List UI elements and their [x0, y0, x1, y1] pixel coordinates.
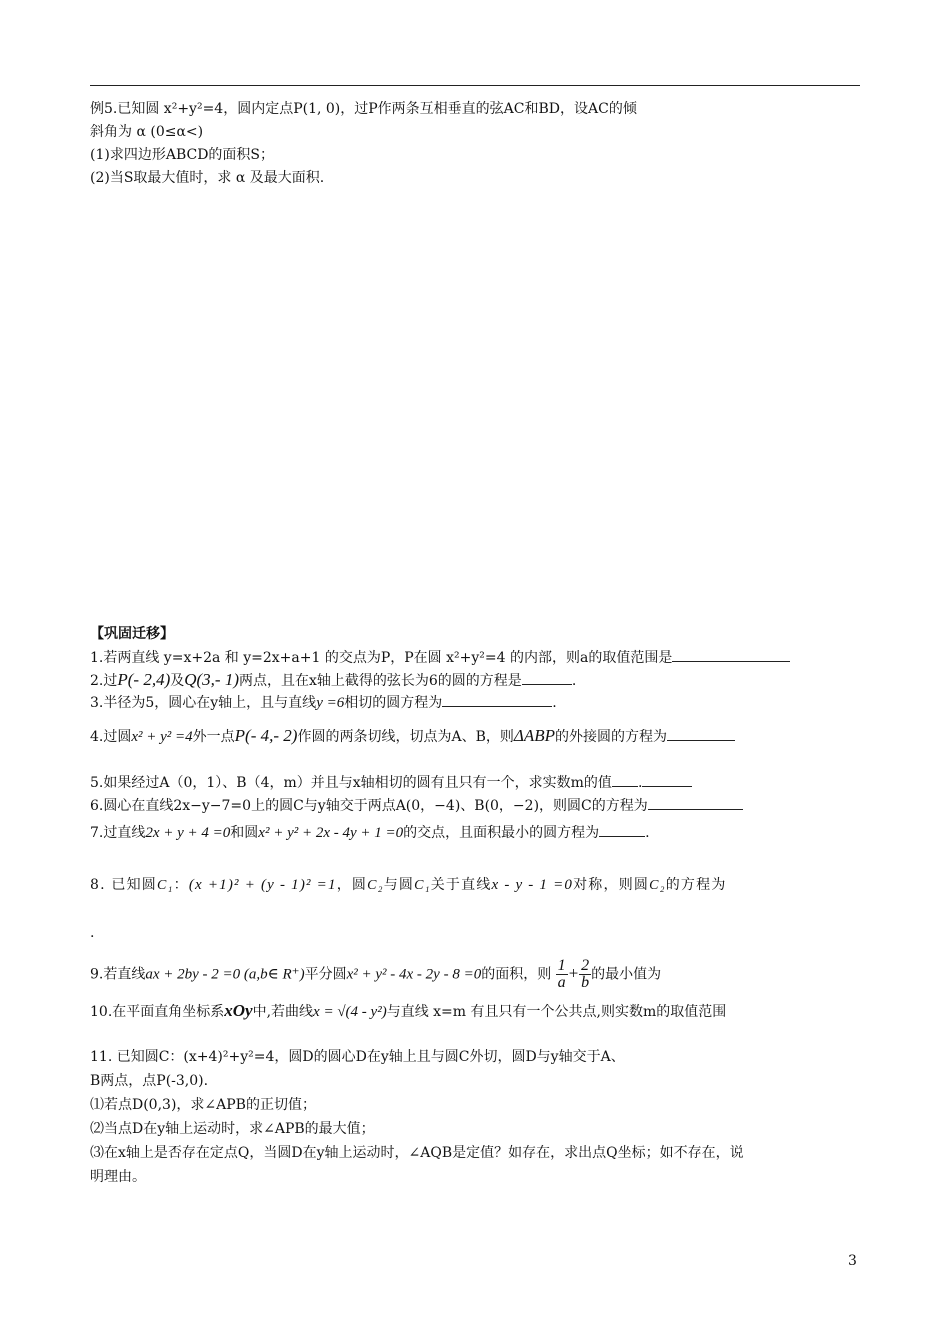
problem-2-end: . [571, 673, 577, 689]
section-title: 【巩固迁移】 [90, 626, 174, 642]
problem-11-line2: B两点，点P(-3,0). [90, 1073, 209, 1089]
answer-blank [522, 672, 572, 685]
answer-blank [612, 774, 638, 787]
answer-blank [599, 824, 645, 837]
problem-8-mid3: 关于直线 [430, 877, 492, 893]
point-q: Q(3,- 1) [184, 670, 239, 689]
problem-8-mid1: ，圆 [336, 877, 368, 893]
problem-3-post: 相切的圆方程为 [344, 695, 443, 711]
page-number: 3 [848, 1253, 857, 1269]
problem-7-post: 的交点，且面积最小的圆方程为 [403, 825, 600, 841]
problem-8-pre: 8. 已知圆 [90, 877, 158, 893]
fraction-denominator: a [557, 974, 566, 991]
problem-8-end: 的方程为 [665, 877, 727, 893]
example5-line2: 斜角为 α (0≤α<) [90, 124, 204, 140]
triangle-abp: ΔABP [513, 726, 555, 745]
fraction-2-over-b [579, 958, 591, 991]
problem-6-text: 6.圆心在直线2x−y−7=0上的圆C与y轴交于两点A(0，−4)、B(0，−2)，则圆C的方程为 [90, 798, 648, 814]
circle-c1: C₁ [414, 878, 431, 893]
problem-9-mid: 平分圆 [304, 966, 347, 983]
problem-3-pre: 3.半径为5，圆心在y轴上，且与直线 [90, 695, 317, 711]
circle-equation: x² + y² - 4x - 2y - 8 =0 [346, 966, 482, 983]
answer-blank [442, 694, 552, 707]
problem-1-text: 1.若两直线 y=x+2a 和 y=2x+a+1 的交点为P，P在圆 x²+y²=4 的内部，则a的取值范围是 [90, 650, 673, 666]
answer-blank [648, 797, 743, 810]
example5-line1: 例5.已知圆 x²+y²=4，圆内定点P(1, 0)，过P作两条互相垂直的弦AC和BD，设AC的倾 [90, 101, 637, 117]
problem-11-question4: 明理由。 [90, 1169, 146, 1185]
line-equation: y =6 [316, 695, 345, 711]
problem-7-end: . [645, 825, 650, 841]
circle-c1: C₁ [157, 878, 174, 893]
problem-11-line1: 11. 已知圆C：(x+4)²+y²=4，圆D的圆心D在y轴上且与圆C外切，圆D与y轴交于A、 [90, 1049, 625, 1065]
problem-11-question3: ⑶在x轴上是否存在定点Q，当圆D在y轴上运动时，∠AQB是定值？如存在，求出点Q坐标；如不存在，说 [90, 1145, 744, 1161]
problem-5 [90, 774, 692, 792]
plus-sign: + [567, 963, 580, 983]
problem-8-colon: ： [173, 877, 189, 893]
problem-6 [90, 797, 743, 815]
problem-4-pre: 4.过圆 [90, 729, 132, 745]
fraction-numerator: 2 [581, 957, 590, 974]
problem-7-pre: 7.过直线 [90, 825, 146, 841]
problem-8-mid4: 对称，则圆 [573, 877, 650, 893]
point-p: P(- 2,4) [117, 670, 171, 689]
answer-blank [667, 728, 735, 741]
problem-3-end: . [552, 695, 557, 711]
problem-5-text: 5.如果经过A（0，1）、B（4，m）并且与x轴相切的圆有且只有一个，求实数m的值 [90, 775, 612, 791]
problem-8-mid2: 与圆 [383, 877, 415, 893]
circle-equation: (x +1)² + (y - 1)² =1 [188, 877, 337, 893]
problem-3 [90, 694, 557, 712]
problem-8-period: . [90, 925, 95, 941]
example5-question2: (2)当S取最大值时，求 α 及最大面积. [90, 170, 325, 186]
fraction-denominator: b [581, 974, 590, 991]
fraction-numerator: 1 [557, 957, 566, 974]
header-rule [90, 85, 860, 86]
problem-10-mid: 中,若曲线 [252, 1004, 314, 1020]
problem-7-mid: 和圆 [230, 825, 259, 841]
point-p: P(- 4,- 2) [234, 726, 298, 745]
problem-5-end: . [637, 775, 643, 791]
problem-4-mid: 外一点 [192, 729, 235, 745]
problem-9-end: 的最小值为 [591, 966, 662, 983]
problem-11-question2: ⑵当点D在y轴上运动时，求∠APB的最大值； [90, 1121, 375, 1137]
problem-4-post: 作圆的两条切线，切点为A、B，则 [297, 729, 514, 745]
answer-blank [672, 649, 790, 662]
problem-2-pre: 2.过 [90, 673, 118, 689]
problem-2-and: 及 [170, 673, 185, 689]
problem-9-pre: 9.若直线 [90, 966, 146, 983]
problem-2 [90, 671, 576, 690]
problem-9-post: 的面积，则 [481, 966, 552, 983]
fraction-1-over-a [556, 958, 568, 991]
circle-c2: C₂ [367, 878, 384, 893]
problem-7 [90, 824, 650, 842]
problem-9 [90, 958, 661, 991]
circle-equation: x² + y² =4 [131, 729, 193, 745]
example5-question1: (1)求四边形ABCD的面积S； [90, 147, 275, 163]
problem-8 [90, 876, 727, 895]
problem-10 [90, 1002, 726, 1021]
problem-4 [90, 727, 735, 746]
problem-1 [90, 649, 790, 667]
line-equation: ax + 2by - 2 =0 (a,b∈ R⁺) [145, 966, 305, 983]
line-equation: 2x + y + 4 =0 [145, 825, 231, 841]
problem-11-question1: ⑴若点D(0,3)，求∠APB的正切值； [90, 1097, 316, 1113]
coordinate-system: xOy [224, 1001, 253, 1020]
problem-10-pre: 10.在平面直角坐标系 [90, 1004, 225, 1020]
answer-blank [642, 774, 692, 787]
problem-10-post: 与直线 x=m 有且只有一个公共点,则实数m的取值范围 [386, 1004, 727, 1020]
line-equation: x - y - 1 =0 [491, 877, 574, 893]
circle-equation: x² + y² + 2x - 4y + 1 =0 [258, 825, 404, 841]
curve-equation: x = √(4 - y²) [313, 1004, 387, 1020]
problem-4-end: 的外接圆的方程为 [555, 729, 667, 745]
circle-c2: C₂ [649, 878, 666, 893]
problem-2-post: 两点，且在x轴上截得的弦长为6的圆的方程是 [239, 673, 522, 689]
